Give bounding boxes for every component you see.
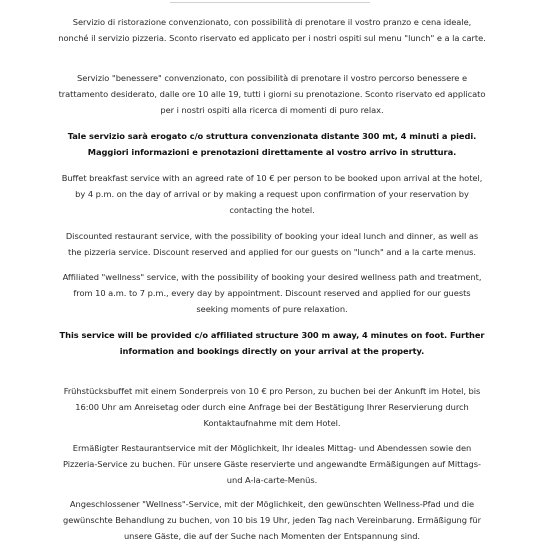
english-notice-paragraph: This service will be provided c/o affiliated structure 300 m away, 4 minutes on foot. Further information and bookings directly on your arrival at the property. — [59, 330, 485, 356]
german-breakfast-paragraph: Frühstücksbuffet mit einem Sonderpreis von 10 € pro Person, zu buchen bei der Ankunft im Hotel, bis 16:00 Uhr am Anreisetag oder durch eine Anfrage bei der Bestätigung Ihrer Reservierung durch Kontaktaufnahme mit dem Hotel. — [63, 386, 481, 428]
english-breakfast-paragraph: Buffet breakfast service with an agreed rate of 10 € per person to be booked upon arrival at the hotel, by 4 p.m. on the day of arrival or by making a request upon confirmation of your reservation by contacting the hotel. — [61, 173, 483, 215]
italian-restaurant-paragraph: Servizio di ristorazione convenzionato, con possibilità di prenotare il vostro pranzo e cena ideale, nonché il servizio pizzeria. Sconto riservato ed applicato per i nostri ospiti sul menu "lunch" e a la carte. — [58, 17, 486, 43]
english-wellness-paragraph: Affiliated "wellness" service, with the possibility of booking your desired wellness path and treatment, from 10 a.m. to 7 p.m., every day by appointment. Discount reserved and applied for our guests seeking moments of pure relaxation. — [62, 272, 482, 314]
italian-notice-paragraph: Tale servizio sarà erogato c/o struttura convenzionata distante 300 mt, 4 minuti a piedi. Maggiori informazioni e prenotazioni direttamente al vostro arrivo in struttura. — [67, 131, 477, 157]
clipped-previous-line — [170, 0, 370, 3]
german-restaurant-paragraph: Ermäßigter Restaurantservice mit der Möglichkeit, Ihr ideales Mittag- und Abendessen sowie den Pizzeria-Service zu buchen. Für unsere Gäste reservierte und angewandte Ermäßigungen auf Mittags- und A-la-carte-Menüs. — [62, 443, 481, 485]
english-restaurant-paragraph: Discounted restaurant service, with the possibility of booking your ideal lunch and dinner, as well as the pizzeria service. Discount reserved and applied for our guests on "lunch" and a la carte menus. — [65, 231, 479, 257]
italian-wellness-paragraph: Servizio "benessere" convenzionato, con possibilità di prenotare il vostro percorso benessere e trattamento desiderato, dalle ore 10 alle 19, tutti i giorni su prenotazione. Sconto riservato ed applicato per i nostri ospiti alla ricerca di momenti di puro relax. — [58, 73, 486, 115]
german-wellness-paragraph: Angeschlossener "Wellness"-Service, mit der Möglichkeit, den gewünschten Wellness-Pfad und die gewünschte Behandlung zu buchen, von 10 bis 19 Uhr, jeden Tag nach Vereinbarung. Ermäßigung für unsere Gäste, die auf der Suche nach Momenten der Entspannung sind. — [62, 499, 481, 541]
